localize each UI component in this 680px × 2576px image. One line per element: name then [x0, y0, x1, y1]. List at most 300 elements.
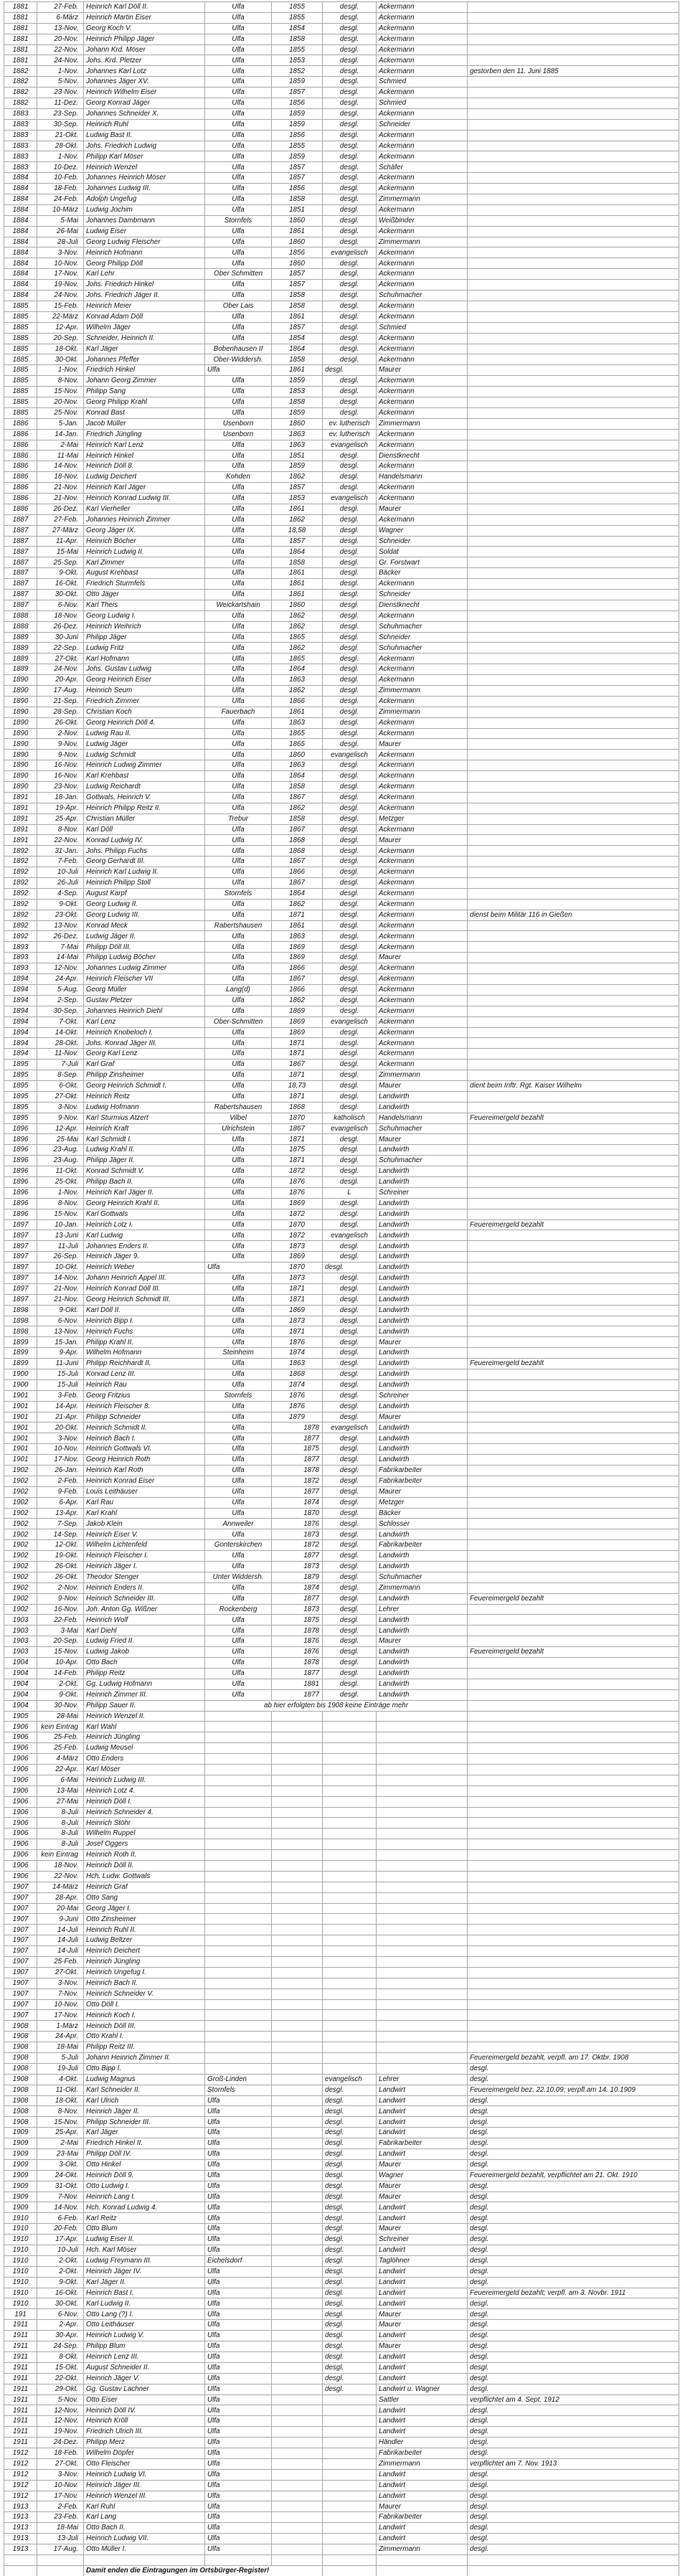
cell-place: Ulfa: [205, 2405, 272, 2416]
cell-name: Hch. Karl Möser: [84, 2245, 205, 2256]
cell-note: [468, 1540, 679, 1551]
cell-name: Heinrich Schneider III.: [84, 1593, 205, 1604]
cell-note: [468, 547, 679, 557]
cell-year: 1902: [4, 1508, 37, 1519]
cell-place: Kohden: [205, 472, 272, 483]
cell-occupation: Ackermann: [377, 1016, 468, 1027]
cell-note: [468, 760, 679, 771]
cell-year: 1890: [4, 728, 37, 739]
cell-name: Friedrich Hinkel II.: [84, 2138, 205, 2149]
cell-date: 8-Nov.: [37, 376, 84, 387]
cell-place: Ulfa: [205, 1049, 272, 1060]
cell-year: 1887: [4, 547, 37, 557]
table-row: [4, 461, 679, 472]
cell-religion: [323, 2427, 377, 2438]
table-row: [4, 333, 679, 344]
cell-place: Ulfa: [205, 311, 272, 322]
cell-note: [468, 1508, 679, 1519]
cell-name: Georg Ludwig II.: [84, 899, 205, 910]
cell-religion: desgl.: [323, 311, 377, 322]
cell-religion: desgl.: [323, 322, 377, 333]
cell-name: Karl Krehbast: [84, 771, 205, 782]
cell-place: Usenborn: [205, 429, 272, 440]
cell-occupation: Ackermann: [377, 910, 468, 920]
cell-name: Georg Fritzius: [84, 1390, 205, 1401]
cell-place: Ulfa: [205, 589, 272, 600]
cell-year: 1912: [4, 2469, 37, 2480]
cell-name: Karl Ludwig: [84, 1230, 205, 1241]
cell-religion: desgl.: [323, 130, 377, 141]
cell-note: Feuereimergeld bezahlt: [468, 1219, 679, 1230]
cell-date: 2-Mai: [37, 440, 84, 450]
cell-name: Heinrich Fleischer 8.: [84, 1401, 205, 1412]
cell-date: 12-Apr.: [37, 1123, 84, 1134]
cell-occupation: Wagner: [377, 525, 468, 536]
cell-date: 1-Nov.: [37, 365, 84, 376]
cell-occupation: [377, 1785, 468, 1796]
cell-religion: desgl.: [323, 675, 377, 686]
cell-name: Heinrich Philipp Jäger: [84, 34, 205, 44]
cell-note: [468, 1230, 679, 1241]
cell-name: Karl Hofmann: [84, 654, 205, 664]
cell-note: [468, 397, 679, 407]
cell-year: 1894: [4, 1006, 37, 1016]
cell-religion: desgl.: [323, 12, 377, 23]
cell-birth-year: [272, 1818, 323, 1829]
cell-place: [205, 1850, 272, 1861]
cell-note: desgl.: [468, 2501, 679, 2512]
cell-place: [205, 1892, 272, 1903]
cell-occupation: Ackermann: [377, 23, 468, 34]
table-row: [4, 1519, 679, 1529]
cell-religion: evangelisch: [323, 750, 377, 760]
table-row: [4, 2395, 679, 2405]
cell-note: [468, 387, 679, 397]
cell-name: Wilhelm Jäger: [84, 322, 205, 333]
cell-note: [468, 654, 679, 664]
cell-name: Karl Theis: [84, 600, 205, 610]
cell-place: Ulfa: [205, 2266, 272, 2277]
cell-date: 18-Nov.: [37, 610, 84, 621]
cell-place: Ulfa: [205, 1359, 272, 1369]
table-row: [4, 1871, 679, 1882]
cell-note: [468, 1988, 679, 1999]
table-row: [4, 632, 679, 643]
cell-place: Ober-Widdersh.: [205, 354, 272, 365]
cell-religion: desgl.: [323, 995, 377, 1006]
cell-year: 1884: [4, 194, 37, 205]
cell-name: Johann Heinrich Zimmer II.: [84, 2053, 205, 2064]
cell-occupation: [377, 1764, 468, 1775]
table-row: [4, 77, 679, 88]
cell-date: 5-Jan.: [37, 418, 84, 429]
cell-note: [468, 226, 679, 237]
cell-birth-year: 1861: [272, 311, 323, 322]
cell-occupation: [377, 2010, 468, 2021]
cell-name: Ludwig Beltzer: [84, 1935, 205, 1946]
cell-name: Ludwig Krahl II.: [84, 1145, 205, 1156]
cell-birth-year: [272, 2480, 323, 2491]
cell-religion: desgl.: [323, 1316, 377, 1326]
cell-religion: [323, 2554, 377, 2565]
table-row: [4, 547, 679, 557]
cell-name: Heinrich Jäger 9.: [84, 1252, 205, 1263]
cell-religion: desgl.: [323, 333, 377, 344]
table-row: [4, 2523, 679, 2534]
cell-date: 16-Okt.: [37, 2288, 84, 2298]
cell-date: 7-Okt.: [37, 1016, 84, 1027]
cell-year: 191: [4, 2309, 37, 2320]
cell-name: Heinrich Hinkel: [84, 450, 205, 461]
cell-date: 6-Mai: [37, 1775, 84, 1785]
cell-year: 1889: [4, 654, 37, 664]
cell-year: 1911: [4, 2427, 37, 2438]
cell-religion: [323, 1754, 377, 1765]
cell-birth-year: [272, 2534, 323, 2544]
cell-occupation: Maurer: [377, 504, 468, 514]
cell-date: 13-Juli: [37, 2534, 84, 2544]
cell-occupation: Lehrer: [377, 2074, 468, 2085]
table-row: [4, 1956, 679, 1967]
cell-birth-year: 1869: [272, 1006, 323, 1016]
cell-year: 1897: [4, 1294, 37, 1305]
cell-occupation: [377, 1871, 468, 1882]
cell-place: Ulfa: [205, 2095, 272, 2106]
cell-religion: desgl.: [323, 280, 377, 291]
cell-year: 1897: [4, 1273, 37, 1283]
table-row: [4, 878, 679, 889]
cell-religion: desgl.: [323, 184, 377, 194]
table-row: [4, 1209, 679, 1219]
cell-date: 29-Okt.: [37, 2384, 84, 2395]
cell-occupation: [377, 1722, 468, 1732]
cell-occupation: Landwirt: [377, 2523, 468, 2534]
cell-religion: desgl.: [323, 77, 377, 88]
cell-birth-year: 1863: [272, 440, 323, 450]
cell-religion: [323, 2021, 377, 2032]
cell-religion: [323, 1807, 377, 1818]
cell-name: Otto Ludwig I.: [84, 2181, 205, 2192]
cell-date: 20-Mai: [37, 1903, 84, 1914]
cell-year: 1901: [4, 1390, 37, 1401]
table-row: [4, 311, 679, 322]
table-row: [4, 2373, 679, 2384]
cell-name: Ludwig Bast II.: [84, 130, 205, 141]
cell-place: Ulfa: [205, 664, 272, 675]
cell-place: Ulfa: [205, 1080, 272, 1091]
cell-year: 1889: [4, 643, 37, 654]
cell-year: 1885: [4, 365, 37, 376]
table-row: [4, 141, 679, 151]
cell-birth-year: [272, 2523, 323, 2534]
cell-name: Philipp Jäger II.: [84, 1156, 205, 1166]
cell-religion: desgl.: [323, 2362, 377, 2373]
cell-birth-year: 1864: [272, 547, 323, 557]
cell-religion: desgl.: [323, 365, 377, 376]
cell-note: [468, 1529, 679, 1540]
cell-birth-year: [272, 1775, 323, 1785]
cell-birth-year: 1878: [272, 1626, 323, 1636]
cell-place: Ulrichstein: [205, 1123, 272, 1134]
cell-occupation: Ackermann: [377, 963, 468, 974]
cell-place: Ulfa: [205, 44, 272, 55]
cell-religion: desgl.: [323, 1134, 377, 1145]
cell-religion: desgl.: [323, 1626, 377, 1636]
cell-religion: desgl.: [323, 173, 377, 184]
cell-place: Unter Widdersh.: [205, 1572, 272, 1582]
cell-note: desgl.: [468, 2416, 679, 2427]
cell-birth-year: 1876: [272, 1636, 323, 1647]
cell-place: Ulfa: [205, 1198, 272, 1209]
cell-name: Hch. Ludw. Gottwals: [84, 1871, 205, 1882]
cell-religion: [323, 2491, 377, 2501]
cell-year: 1907: [4, 2010, 37, 2021]
cell-date: 18-Nov.: [37, 1860, 84, 1871]
cell-occupation: Ackermann: [377, 387, 468, 397]
cell-place: Ulfa: [205, 2192, 272, 2202]
cell-birth-year: 1867: [272, 974, 323, 985]
cell-religion: [323, 2010, 377, 2021]
cell-name: Johannes Enders II.: [84, 1241, 205, 1252]
cell-birth-year: 1863: [272, 931, 323, 942]
cell-place: [205, 2042, 272, 2053]
cell-religion: desgl.: [323, 1102, 377, 1113]
cell-name: Heinrich Deichert: [84, 1946, 205, 1957]
cell-year: 1908: [4, 2074, 37, 2085]
table-row: [4, 55, 679, 66]
cell-place: Ulfa: [205, 1305, 272, 1316]
cell-occupation: [377, 1732, 468, 1743]
table-row: [4, 1700, 679, 1711]
table-row: [4, 2288, 679, 2298]
cell-year: 1884: [4, 184, 37, 194]
cell-place: Ulfa: [205, 1497, 272, 1508]
table-row: [4, 1113, 679, 1123]
cell-place: [205, 1796, 272, 1807]
cell-date: 27-März: [37, 525, 84, 536]
cell-place: Ulfa: [205, 2138, 272, 2149]
table-row: [4, 782, 679, 793]
table-row: [4, 536, 679, 547]
cell-birth-year: 1858: [272, 291, 323, 301]
cell-religion: desgl.: [323, 579, 377, 590]
cell-birth-year: 1853: [272, 387, 323, 397]
table-row: [4, 643, 679, 654]
cell-date: 24-Okt.: [37, 2170, 84, 2181]
cell-note: [468, 1123, 679, 1134]
cell-note: [468, 1390, 679, 1401]
table-row: [4, 1156, 679, 1166]
cell-religion: [323, 1850, 377, 1861]
cell-note: [468, 1892, 679, 1903]
cell-name: Heinrich Ludwig Zimmer: [84, 760, 205, 771]
cell-year: 1902: [4, 1540, 37, 1551]
cell-occupation: Ackermann: [377, 867, 468, 878]
cell-date: 7-Juli: [37, 1060, 84, 1070]
cell-place: Ulfa: [205, 536, 272, 547]
cell-religion: desgl.: [323, 151, 377, 162]
cell-name: Heinrich Jäger II.: [84, 2106, 205, 2117]
cell-year: 1882: [4, 66, 37, 77]
cell-year: 1906: [4, 1871, 37, 1882]
cell-occupation: Metzger: [377, 1497, 468, 1508]
cell-year: 1887: [4, 589, 37, 600]
cell-religion: desgl.: [323, 66, 377, 77]
cell-religion: desgl.: [323, 1508, 377, 1519]
cell-birth-year: 1869: [272, 1198, 323, 1209]
cell-date: 2-Nov.: [37, 1582, 84, 1593]
cell-note: [468, 88, 679, 98]
cell-place: Ulfa: [205, 1134, 272, 1145]
table-row: [4, 1967, 679, 1978]
cell-place: Ulfa: [205, 2458, 272, 2469]
cell-religion: desgl.: [323, 867, 377, 878]
cell-religion: desgl.: [323, 1156, 377, 1166]
cell-year: 1886: [4, 493, 37, 504]
cell-religion: desgl.: [323, 1668, 377, 1679]
cell-place: Ulfa: [205, 1230, 272, 1241]
cell-date: 1-Nov.: [37, 66, 84, 77]
cell-place: Ulfa: [205, 2288, 272, 2298]
cell-note: [468, 728, 679, 739]
cell-birth-year: 1873: [272, 1562, 323, 1572]
cell-year: 1887: [4, 557, 37, 568]
cell-birth-year: 1861: [272, 226, 323, 237]
cell-note: [468, 942, 679, 953]
cell-place: Ulfa: [205, 792, 272, 803]
table-row: [4, 1914, 679, 1925]
cell-place: Ulfa: [205, 1658, 272, 1669]
cell-place: Ulfa: [205, 1562, 272, 1572]
cell-date: 21-Nov.: [37, 493, 84, 504]
cell-date: 28-Okt.: [37, 141, 84, 151]
cell-date: 23-Nov.: [37, 782, 84, 793]
cell-year: 1883: [4, 130, 37, 141]
cell-religion: desgl.: [323, 1027, 377, 1038]
cell-date: 22-Okt.: [37, 2373, 84, 2384]
cell-occupation: Landwirt: [377, 2469, 468, 2480]
table-row: [4, 418, 679, 429]
cell-year: 1911: [4, 2331, 37, 2341]
cell-occupation: Zimmermann: [377, 2458, 468, 2469]
cell-date: kein Eintrag: [37, 1722, 84, 1732]
cell-name: [84, 2554, 205, 2565]
cell-birth-year: [272, 2320, 323, 2331]
cell-birth-year: [272, 2501, 323, 2512]
cell-birth-year: 1877: [272, 1551, 323, 1562]
cell-place: Ulfa: [205, 1615, 272, 1626]
table-row: [4, 2192, 679, 2202]
table-row: [4, 1946, 679, 1957]
cell-birth-year: [272, 2255, 323, 2266]
cell-name: Otto Lang (?) I.: [84, 2309, 205, 2320]
cell-birth-year: 1868: [272, 846, 323, 857]
cell-religion: desgl.: [323, 1176, 377, 1187]
cell-birth-year: 1871: [272, 1283, 323, 1294]
cell-note: [468, 322, 679, 333]
table-row: [4, 354, 679, 365]
cell-year: 1908: [4, 2106, 37, 2117]
cell-religion: desgl.: [323, 2117, 377, 2128]
cell-name: Friedrich Hinkel: [84, 365, 205, 376]
cell-date: 18-Okt.: [37, 2095, 84, 2106]
cell-year: 1906: [4, 1829, 37, 1839]
cell-religion: desgl.: [323, 1604, 377, 1615]
cell-occupation: Schuhmacher: [377, 643, 468, 654]
cell-religion: desgl.: [323, 664, 377, 675]
cell-place: Ulfa: [205, 88, 272, 98]
cell-year: 1885: [4, 354, 37, 365]
cell-birth-year: 1873: [272, 1604, 323, 1615]
table-row: [4, 525, 679, 536]
cell-date: 15-Juli: [37, 1379, 84, 1390]
cell-year: 1893: [4, 963, 37, 974]
cell-occupation: Landwirth: [377, 1263, 468, 1273]
cell-occupation: Ackermann: [377, 461, 468, 472]
cell-name: Heinrich Wenzel: [84, 162, 205, 173]
cell-date: 14-Juli: [37, 1935, 84, 1946]
cell-birth-year: 1859: [272, 461, 323, 472]
cell-name: Friedrich Jüngling: [84, 429, 205, 440]
cell-religion: desgl.: [323, 226, 377, 237]
cell-place: [205, 1882, 272, 1892]
cell-religion: desgl.: [323, 1283, 377, 1294]
cell-date: kein Eintrag: [37, 1850, 84, 1861]
cell-date: 10-Okt.: [37, 1263, 84, 1273]
table-row: [4, 2074, 679, 2085]
cell-place: [205, 1860, 272, 1871]
cell-name: Otto Fleischer: [84, 2458, 205, 2469]
cell-year: 1887: [4, 568, 37, 579]
cell-occupation: Landwirth: [377, 1529, 468, 1540]
cell-place: Ulfa: [205, 1551, 272, 1562]
cell-birth-year: 1871: [272, 1091, 323, 1102]
cell-year: 1883: [4, 119, 37, 130]
cell-place: Ulfa: [205, 1219, 272, 1230]
table-row: [4, 2480, 679, 2491]
cell-occupation: Lehrer: [377, 1604, 468, 1615]
cell-date: 27-Feb.: [37, 2, 84, 13]
cell-year: 1902: [4, 1572, 37, 1582]
cell-religion: [323, 2448, 377, 2458]
cell-birth-year: 1874: [272, 1348, 323, 1359]
cell-birth-year: [272, 2138, 323, 2149]
cell-place: Ulfa: [205, 280, 272, 291]
cell-name: Heinrich Karl Ludwig II.: [84, 867, 205, 878]
cell-note: [468, 1379, 679, 1390]
table-row: [4, 472, 679, 483]
cell-birth-year: 1866: [272, 867, 323, 878]
cell-place: Ulfa: [205, 2128, 272, 2138]
cell-name: Johann Heinrich Appel III.: [84, 1273, 205, 1283]
cell-name: Otto Jäger: [84, 589, 205, 600]
cell-place: [205, 1775, 272, 1785]
cell-birth-year: [272, 1999, 323, 2010]
cell-name: Heinrich Karl Döll II.: [84, 2, 205, 13]
cell-birth-year: [272, 2010, 323, 2021]
table-row: [4, 2, 679, 13]
table-row: [4, 397, 679, 407]
cell-year: 1907: [4, 1946, 37, 1957]
cell-note: [468, 621, 679, 632]
cell-year: 1901: [4, 1423, 37, 1433]
cell-date: 2-Nov.: [37, 728, 84, 739]
cell-occupation: Landwirth: [377, 1283, 468, 1294]
cell-religion: desgl.: [323, 1636, 377, 1647]
cell-note: [468, 846, 679, 857]
cell-place: [205, 1785, 272, 1796]
cell-occupation: Zimmermann: [377, 1070, 468, 1081]
